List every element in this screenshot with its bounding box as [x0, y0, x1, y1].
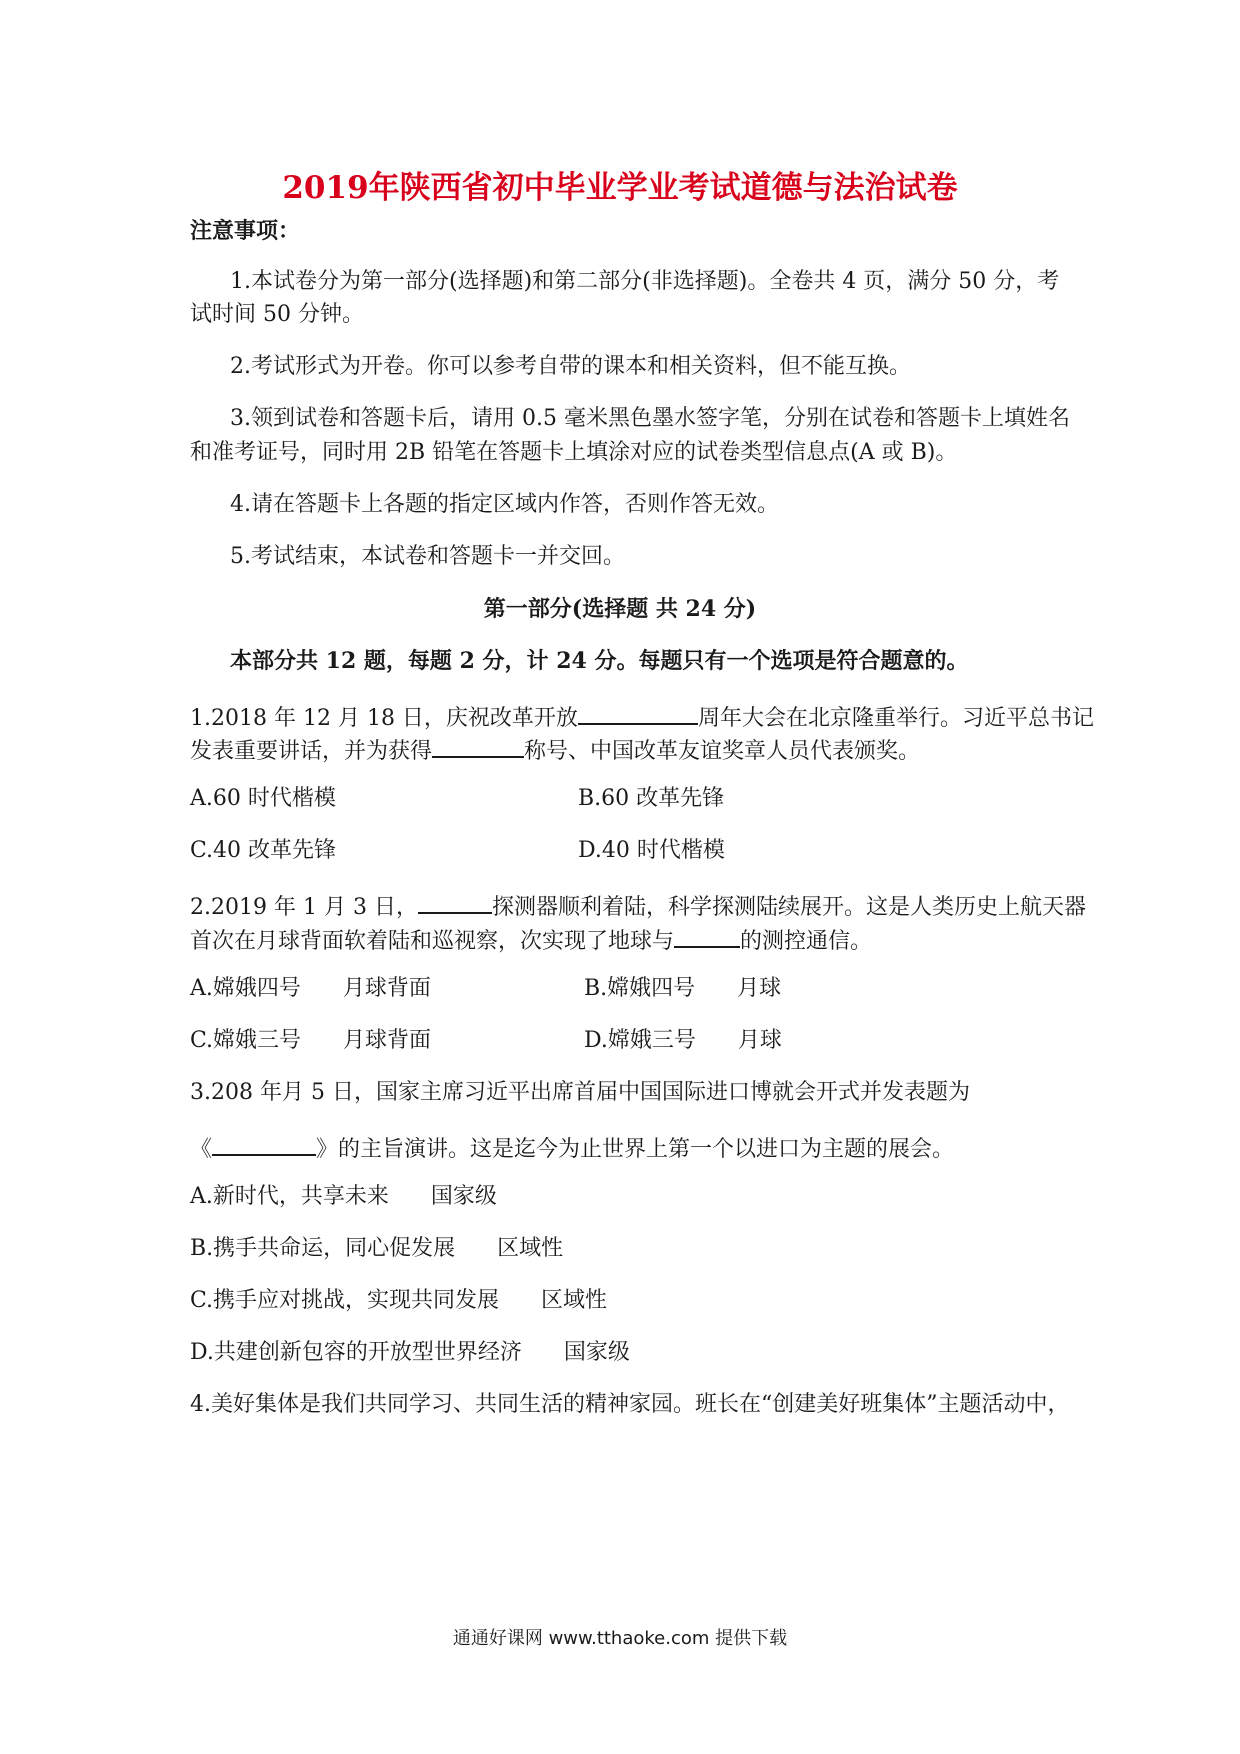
q2-option-c-label: C.嫦娥三号 — [190, 1028, 302, 1053]
answer-blank — [674, 926, 740, 948]
q3-option-a — [190, 1186, 497, 1208]
q2-option-b — [584, 978, 781, 1000]
q3-option-d-value: 国家级 — [563, 1340, 630, 1365]
q3-option-b-value: 区域性 — [497, 1236, 564, 1261]
q2-option-d — [584, 1030, 782, 1052]
q1-option-d: D.40 时代楷模 — [578, 838, 725, 863]
q3-text-a: 《 — [190, 1137, 213, 1162]
q3-line-1: 3.208 年月 5 日，国家主席习近平出席首届中国国际进口博就会开式并发表题为 — [190, 1080, 970, 1105]
q3-option-c — [190, 1290, 607, 1312]
q2-option-a-label: A.嫦娥四号 — [190, 976, 301, 1001]
notice-item-1-cont: 试时间 50 分钟。 — [190, 302, 364, 327]
q3-text-b: 》的主旨演讲。这是迄今为止世界上第一个以进口为主题的展会。 — [316, 1137, 955, 1162]
q2-line-1 — [190, 892, 1086, 919]
notice-item-4: 4.请在答题卡上各题的指定区域内作答，否则作答无效。 — [230, 492, 779, 517]
answer-blank — [578, 703, 698, 725]
q2-option-d-value: 月球 — [737, 1028, 782, 1053]
notice-item-3: 3.领到试卷和答题卡后，请用 0.5 毫米黑色墨水签字笔，分别在试卷和答题卡上填姓名 — [230, 406, 1070, 431]
part1-instruction: 本部分共 12 题，每题 2 分，计 24 分。每题只有一个选项是符合题意的。 — [230, 648, 969, 674]
answer-blank — [432, 736, 524, 758]
q3-option-b-label: B.携手共命运，同心促发展 — [190, 1236, 456, 1261]
q1-text-b: 周年大会在北京隆重举行。习近平总书记 — [697, 706, 1094, 731]
q1-option-a: A.60 时代楷模 — [190, 786, 336, 811]
q3-option-a-value: 国家级 — [430, 1184, 497, 1209]
notice-heading: 注意事项： — [190, 218, 301, 244]
notice-item-1: 1.本试卷分为第一部分(选择题)和第二部分(非选择题)。全卷共 4 页，满分 50 分，考 — [230, 269, 1060, 294]
q3-option-c-label: C.携手应对挑战，实现共同发展 — [190, 1288, 500, 1313]
q2-text-d: 的测控通信。 — [740, 929, 873, 954]
q3-option-c-value: 区域性 — [541, 1288, 608, 1313]
q1-option-c: C.40 改革先锋 — [190, 838, 337, 863]
q2-text-a: 2.2019 年 1 月 3 日， — [190, 895, 418, 920]
q2-option-a-value: 月球背面 — [342, 976, 431, 1001]
part1-heading: 第一部分(选择题 共 24 分) — [483, 596, 757, 622]
q3-option-b — [190, 1238, 563, 1260]
answer-blank — [212, 1134, 316, 1156]
q2-text-c: 首次在月球背面软着陆和巡视察，次实现了地球与 — [190, 929, 675, 954]
q1-line-2 — [190, 736, 920, 763]
q3-option-a-label: A.新时代，共享未来 — [190, 1184, 389, 1209]
q1-text-a: 1.2018 年 12 月 18 日，庆祝改革开放 — [190, 706, 578, 731]
q2-text-b: 探测器顺利着陆，科学探测陆续展开。这是人类历史上航天器 — [491, 895, 1086, 920]
q2-option-c — [190, 1030, 431, 1052]
q4-line-1: 4.美好集体是我们共同学习、共同生活的精神家园。班长在“创建美好班集体”主题活动中， — [190, 1392, 1070, 1417]
answer-blank — [418, 892, 492, 914]
q2-option-b-value: 月球 — [737, 976, 782, 1001]
footer-source: 通通好课网 www.tthaoke.com 提供下载 — [452, 1628, 788, 1649]
q2-option-d-label: D.嫦娥三号 — [584, 1028, 696, 1053]
notice-item-2: 2.考试形式为开卷。你可以参考自带的课本和相关资料，但不能互换。 — [230, 354, 911, 379]
q2-option-b-label: B.嫦娥四号 — [584, 976, 696, 1001]
exam-title: 2019年陕西省初中毕业学业考试道德与法治试卷 — [282, 170, 958, 206]
q1-text-d: 称号、中国改革友谊奖章人员代表颁奖。 — [524, 739, 921, 764]
q2-line-2 — [190, 926, 872, 953]
notice-item-5: 5.考试结束，本试卷和答题卡一并交回。 — [230, 544, 625, 569]
q1-option-b: B.60 改革先锋 — [578, 786, 725, 811]
q2-option-c-value: 月球背面 — [343, 1028, 432, 1053]
q3-line-2 — [190, 1134, 954, 1161]
q1-text-c: 发表重要讲话，并为获得 — [190, 739, 433, 764]
q2-option-a — [190, 978, 431, 1000]
q1-line-1 — [190, 703, 1094, 730]
notice-item-3-cont: 和准考证号，同时用 2B 铅笔在答题卡上填涂对应的试卷类型信息点(A 或 B)。 — [190, 440, 958, 465]
q3-option-d — [190, 1342, 630, 1364]
q3-option-d-label: D.共建创新包容的开放型世界经济 — [190, 1340, 522, 1365]
